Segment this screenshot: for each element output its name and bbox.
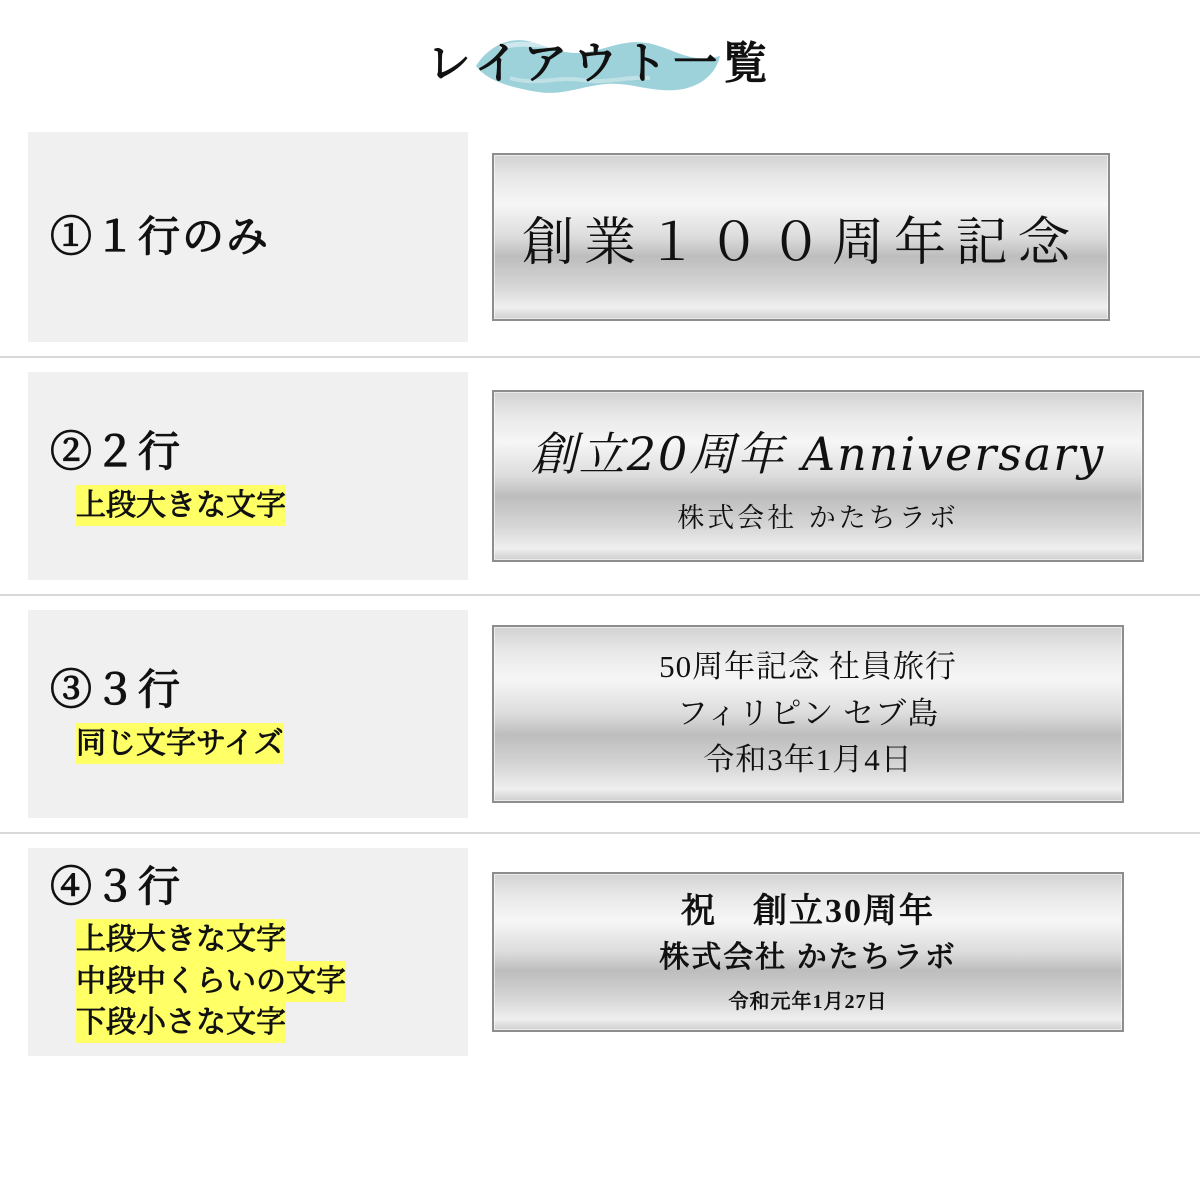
- layout-label-title-1: ①１行のみ: [50, 212, 271, 260]
- layout-label-1: [28, 132, 468, 342]
- layout-label-sub-3-1: 同じ文字サイズ: [76, 723, 284, 764]
- plate-line-3-2: フィリピン セブ島: [676, 695, 940, 731]
- plate-line-3-3: 令和3年1月4日: [703, 742, 913, 778]
- plate-line-4-1: 祝 創立30周年: [681, 893, 935, 931]
- layout-label-subs-4: [50, 919, 446, 1043]
- layout-row-2: [0, 356, 1200, 594]
- plate-line-1-1: 創業１００周年記念: [521, 212, 1080, 273]
- plate-line-2-2: 株式会社 かたちラボ: [677, 502, 959, 534]
- layout-label-sub-2-1: 上段大きな文字: [76, 485, 286, 526]
- layout-label-title-2: ②２行: [50, 428, 183, 476]
- nameplate-preview-2: [492, 390, 1144, 562]
- plate-line-4-3: 令和元年1月27日: [728, 990, 888, 1013]
- layout-rows: [0, 118, 1200, 1070]
- layout-label-title-3: ③３行: [50, 666, 183, 714]
- plate-line-4-2: 株式会社 かたちラボ: [659, 941, 957, 975]
- nameplate-preview-1: [492, 153, 1110, 321]
- layout-label-2: [28, 372, 468, 580]
- layout-row-4: [0, 832, 1200, 1070]
- page-title-area: [0, 0, 1200, 118]
- layout-label-3: [28, 610, 468, 818]
- layout-label-sub-4-1: 上段大きな文字: [76, 919, 286, 960]
- layout-row-3: [0, 594, 1200, 832]
- nameplate-preview-3: [492, 625, 1124, 803]
- nameplate-preview-4: [492, 872, 1124, 1032]
- layout-label-sub-4-2: 中段中くらいの文字: [76, 961, 346, 1002]
- layout-label-subs-3: [50, 723, 446, 764]
- layout-label-sub-4-3: 下段小さな文字: [76, 1002, 286, 1043]
- layout-label-subs-2: [50, 485, 446, 526]
- plate-line-3-1: 50周年記念 社員旅行: [659, 649, 957, 685]
- layout-label-title-4: ④３行: [50, 862, 183, 910]
- page-title: レイアウト一覧: [426, 39, 774, 88]
- plate-line-2-1: 創立20周年 Anniversary: [530, 426, 1106, 481]
- layout-row-1: [0, 118, 1200, 356]
- layout-label-4: [28, 848, 468, 1056]
